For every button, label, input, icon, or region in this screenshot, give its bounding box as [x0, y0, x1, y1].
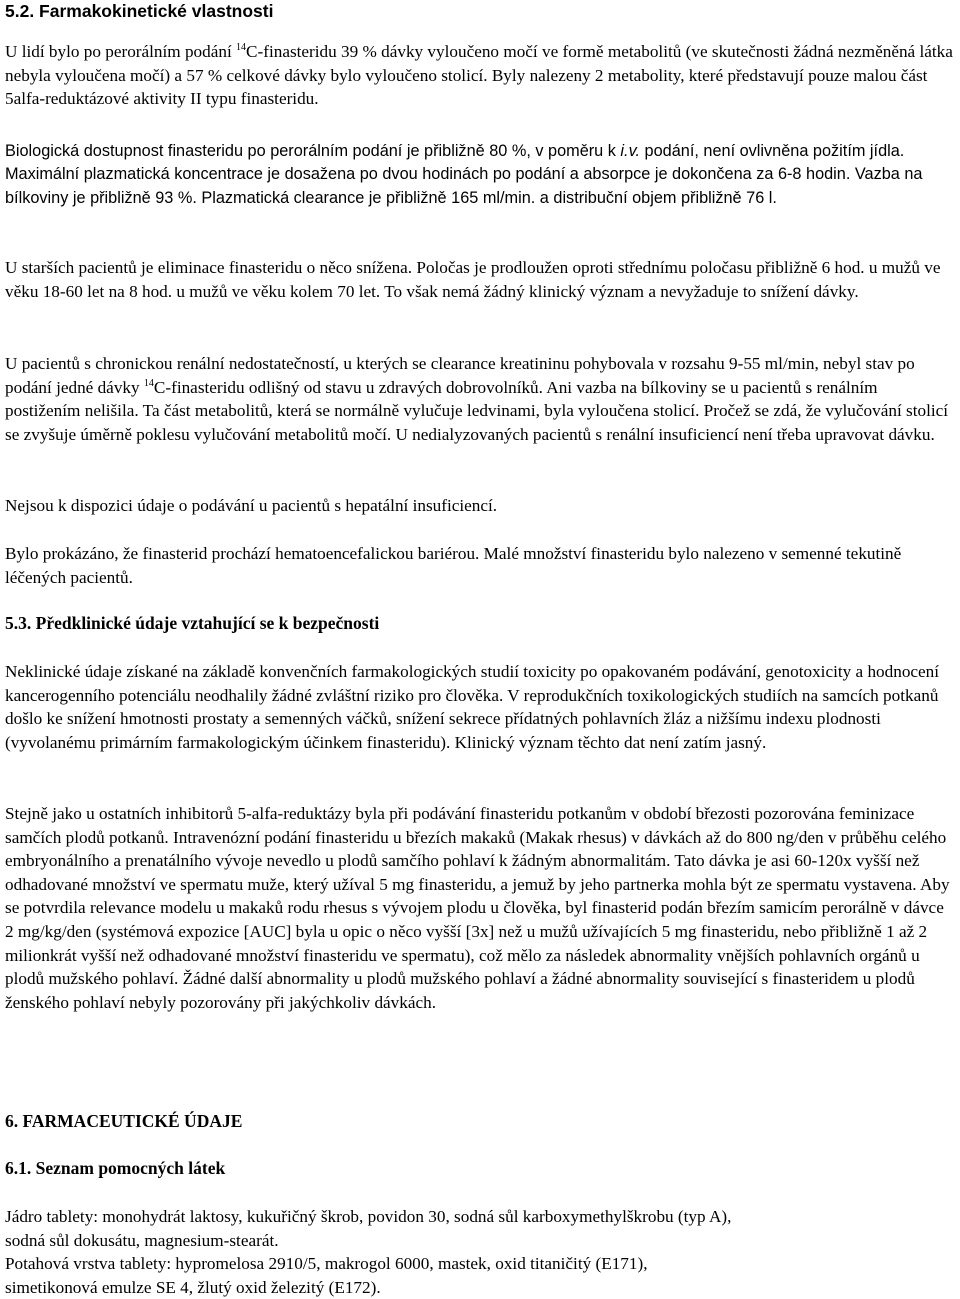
text-run: U lidí bylo po perorálním podání [5, 42, 237, 61]
text-run: C-finasteridu odlišný od stavu u zdravých dobrovolníků. Ani vazba na bílkoviny se u pacientů s renálním postižením nelišila. Ta část metabolitů, která se normálně vylučuje ledvinami, byla vyloučena stolicí. Pročež se zdá, že vylučování stolicí se zvyšuje úměrně poklesu vylučování metabolitů močí. U nedialyzovaných pacientů s renální insuficiencí není třeba upravovat dávku. [5, 377, 949, 444]
section-5-2-heading [5, 0, 955, 22]
section-6-1-heading [5, 1157, 955, 1180]
paragraph-text: U starších pacientů je eliminace finasteridu o něco snížena. Poločas je prodloužen oproti střednímu poločasu přibližně 6 hod. u mužů ve věku 18-60 let na 8 hod. u mužů ve věku kolem 70 let. To však nemá žádný klinický význam a nevyžaduje to snížení dávky. [5, 258, 941, 301]
section-6-heading [5, 1110, 955, 1133]
paragraph-text: Stejně jako u ostatních inhibitorů 5-alfa-reduktázy byla při podávání finasteridu potkanům v období březosti pozorována feminizace samčích plodů potkanů. Intravenózní podání finasteridu u březích makaků (Makak rhesus) v dávkách až do 800 ng/den v průběhu celého embryonálního a prenatálního vývoje nevedlo u plodů samčího pohlaví k žádným abnormalitám. Tato dávka je asi 60-120x vyšší než odhadované množství ve spermatu muže, který užíval 5 mg finasteridu, a jemuž by jeho partnerka mohla být ze spermatu vystavena. Aby se potvrdila relevance modelu u makaků rodu rhesus s vývojem plodu u člověka, byl finasterid podán březím samicím perorálně v dávce 2 mg/kg/den (systémová expozice [AUC] byla u opic o něco vyšší [3x] než u mužů užívajících 5 mg finasteridu, nebo přibližně 1 až 2 milionkrát vyšší než odhadované množství finasteridu ve spermatu), což mělo za následek abnormality vnějších pohlavních orgánů u plodů mužského pohlaví. Žádné další abnormality u plodů mužského pohlaví a žádné abnormality související s finasteridem u plodů ženského pohlaví nebyly pozorovány při jakýchkoliv dávkách. [5, 804, 950, 1012]
excipients-core-line-1: Jádro tablety: monohydrát laktosy, kukuřičný škrob, povidon 30, sodná sůl karboxymethylškrobu (typ A), [5, 1207, 732, 1226]
paragraph-text: Neklinické údaje získané na základě konvenčních farmakologických studií toxicity po opakovaném podávání, genotoxicity a hodnocení kancerogenního potenciálu neodhalily žádné zvláštní riziko pro člověka. V reprodukčních toxikologických studiích na samcích potkanů došlo ke snížení hmotnosti prostaty a semenných váčků, snížení sekrece přídatných pohlavních žláz a nižšímu indexu plodnosti (vyvolanému primárním farmakologickým účinkem finasteridu). Klinický význam těchto dat není zatím jasný. [5, 662, 940, 752]
text-run: C-finasteridu 39 % dávky vyloučeno močí ve formě metabolitů (ve skutečnosti žádná nezměněná látka nebyla vyloučena močí) a 57 % celkové dávky bylo vyloučeno stolicí. Byly nalezeny 2 metabolity, které představují pouze malou část 5alfa-reduktázové aktivity II typu finasteridu. [5, 42, 953, 109]
text-run: Biologická dostupnost finasteridu po perorálním podání je přibližně 80 %, v poměru k [5, 142, 621, 160]
pk-paragraph-4 [5, 352, 955, 446]
heading-text: 5.3. Předklinické údaje vztahující se k bezpečnosti [5, 613, 380, 633]
section-5-3-heading [5, 612, 955, 635]
pk-paragraph-2 [5, 140, 955, 210]
preclinical-paragraph-1 [5, 660, 955, 754]
preclinical-paragraph-2 [5, 802, 955, 1014]
heading-text: 6. FARMACEUTICKÉ ÚDAJE [5, 1111, 243, 1131]
pk-paragraph-3 [5, 256, 955, 303]
superscript-isotope: 14 [236, 42, 247, 53]
paragraph-text: Nejsou k dispozici údaje o podávání u pacientů s hepatální insuficiencí. [5, 496, 498, 515]
pk-paragraph-1 [5, 40, 955, 111]
heading-text: 6.1. Seznam pomocných látek [5, 1158, 226, 1178]
heading-text: 5.2. Farmakokinetické vlastnosti [5, 1, 274, 21]
excipients-coating-line-2: simetikonová emulze SE 4, žlutý oxid železitý (E172). [5, 1277, 381, 1297]
paragraph-text: Bylo prokázáno, že finasterid prochází hematoencefalickou bariérou. Malé množství finasteridu bylo nalezeno v semenné tekutině léčených pacientů. [5, 544, 902, 587]
excipients-coating-line-1: Potahová vrstva tablety: hypromelosa 2910/5, makrogol 6000, mastek, oxid titaničitý (E171), [5, 1254, 648, 1274]
pk-paragraph-5 [5, 494, 955, 518]
text-run: podání, není ovlivněna požitím jídla. Maximální plazmatická koncentrace je dosažena po dvou hodinách po podání a absorpce je dokončena za 6-8 hodin. Vazba na bílkoviny je přibližně 93 %. Plazmatická clearance je přibližně 165 ml/min. a distribuční objem přibližně 76 l. [5, 142, 923, 207]
superscript-isotope: 14 [143, 377, 154, 389]
text-run: U pacientů s chronickou renální nedostatečností, u kterých se clearance kreatininu pohybovala v rozsahu 9-55 ml/min, nebyl stav po podání jedné dávky [5, 354, 915, 397]
excipients-list [5, 1205, 955, 1299]
italic-abbrev: i.v. [620, 142, 641, 160]
excipients-core-line-2: sodná sůl dokusátu, magnesium-stearát. [5, 1230, 279, 1250]
pk-paragraph-6 [5, 542, 955, 589]
